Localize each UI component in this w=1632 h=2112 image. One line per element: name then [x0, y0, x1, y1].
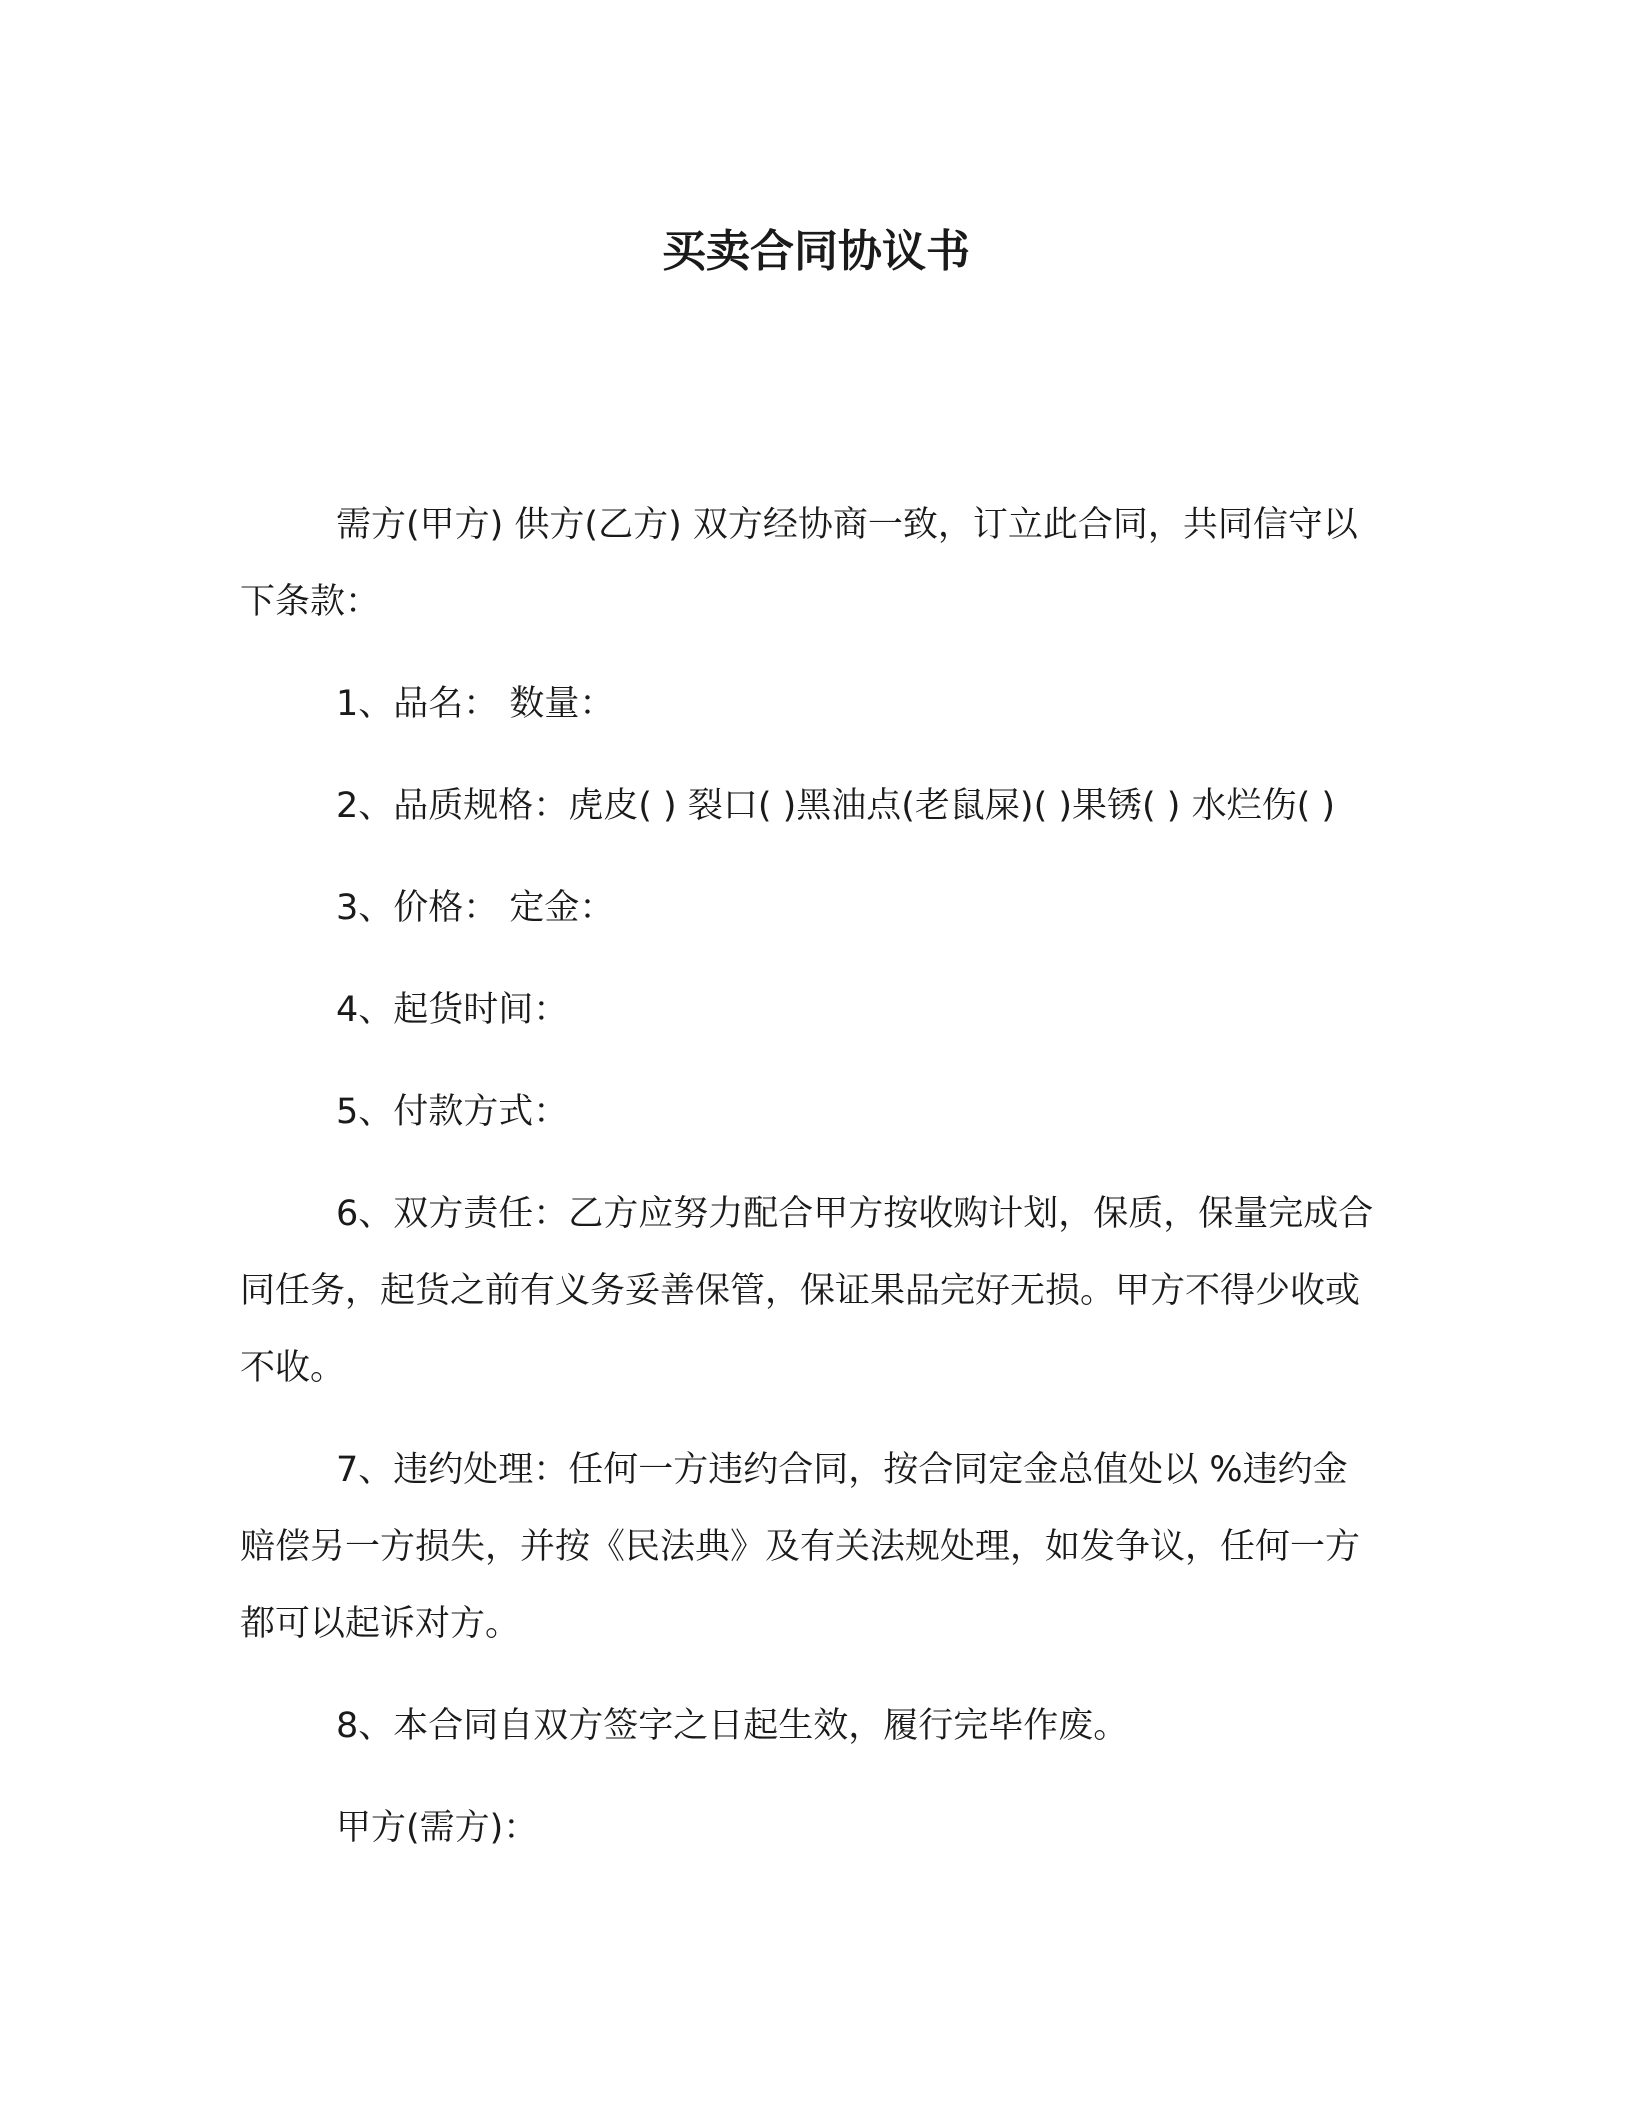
- paragraph-gap: [240, 1049, 1380, 1074]
- paragraph-gap: [240, 1663, 1380, 1688]
- document-body: [240, 487, 1380, 1867]
- clause-2-quality: 2、品质规格：虎皮( ) 裂口( )黑油点(老鼠屎)( )果锈( ) 水烂伤( ): [336, 786, 1336, 826]
- clause-4-delivery: 4、起货时间：: [336, 990, 569, 1030]
- clause-1-product: 1、品名： 数量：: [336, 684, 615, 724]
- paragraph-gap: [240, 1765, 1380, 1790]
- clause-8-effective: 8、本合同自双方签字之日起生效，履行完毕作废。: [336, 1706, 1129, 1746]
- paragraph-gap: [240, 1151, 1380, 1176]
- clause-7-breach: 7、违约处理：任何一方违约合同，按合同定金总值处以 %违约金赔偿另一方损失，并按《民法典》及有关法规处理，如发争议，任何一方都可以起诉对方。: [240, 1450, 1361, 1644]
- paragraph-gap: [240, 1407, 1380, 1432]
- clause-5-payment: 5、付款方式：: [336, 1092, 569, 1132]
- party-a-signature: 甲方(需方)：: [336, 1808, 539, 1848]
- paragraph-gap: [240, 947, 1380, 972]
- paragraph-gap: [240, 641, 1380, 666]
- paragraph-gap: [240, 845, 1380, 870]
- clause-3-price: 3、价格： 定金：: [336, 888, 615, 928]
- document-title: 买卖合同协议书: [662, 226, 970, 277]
- clause-6-responsibility: 6、双方责任：乙方应努力配合甲方按收购计划，保质，保量完成合同任务，起货之前有义务妥善保管，保证果品完好无损。甲方不得少收或不收。: [240, 1194, 1374, 1388]
- paragraph-gap: [240, 743, 1380, 768]
- intro-paragraph: 需方(甲方) 供方(乙方) 双方经协商一致，订立此合同，共同信守以下条款：: [240, 505, 1358, 622]
